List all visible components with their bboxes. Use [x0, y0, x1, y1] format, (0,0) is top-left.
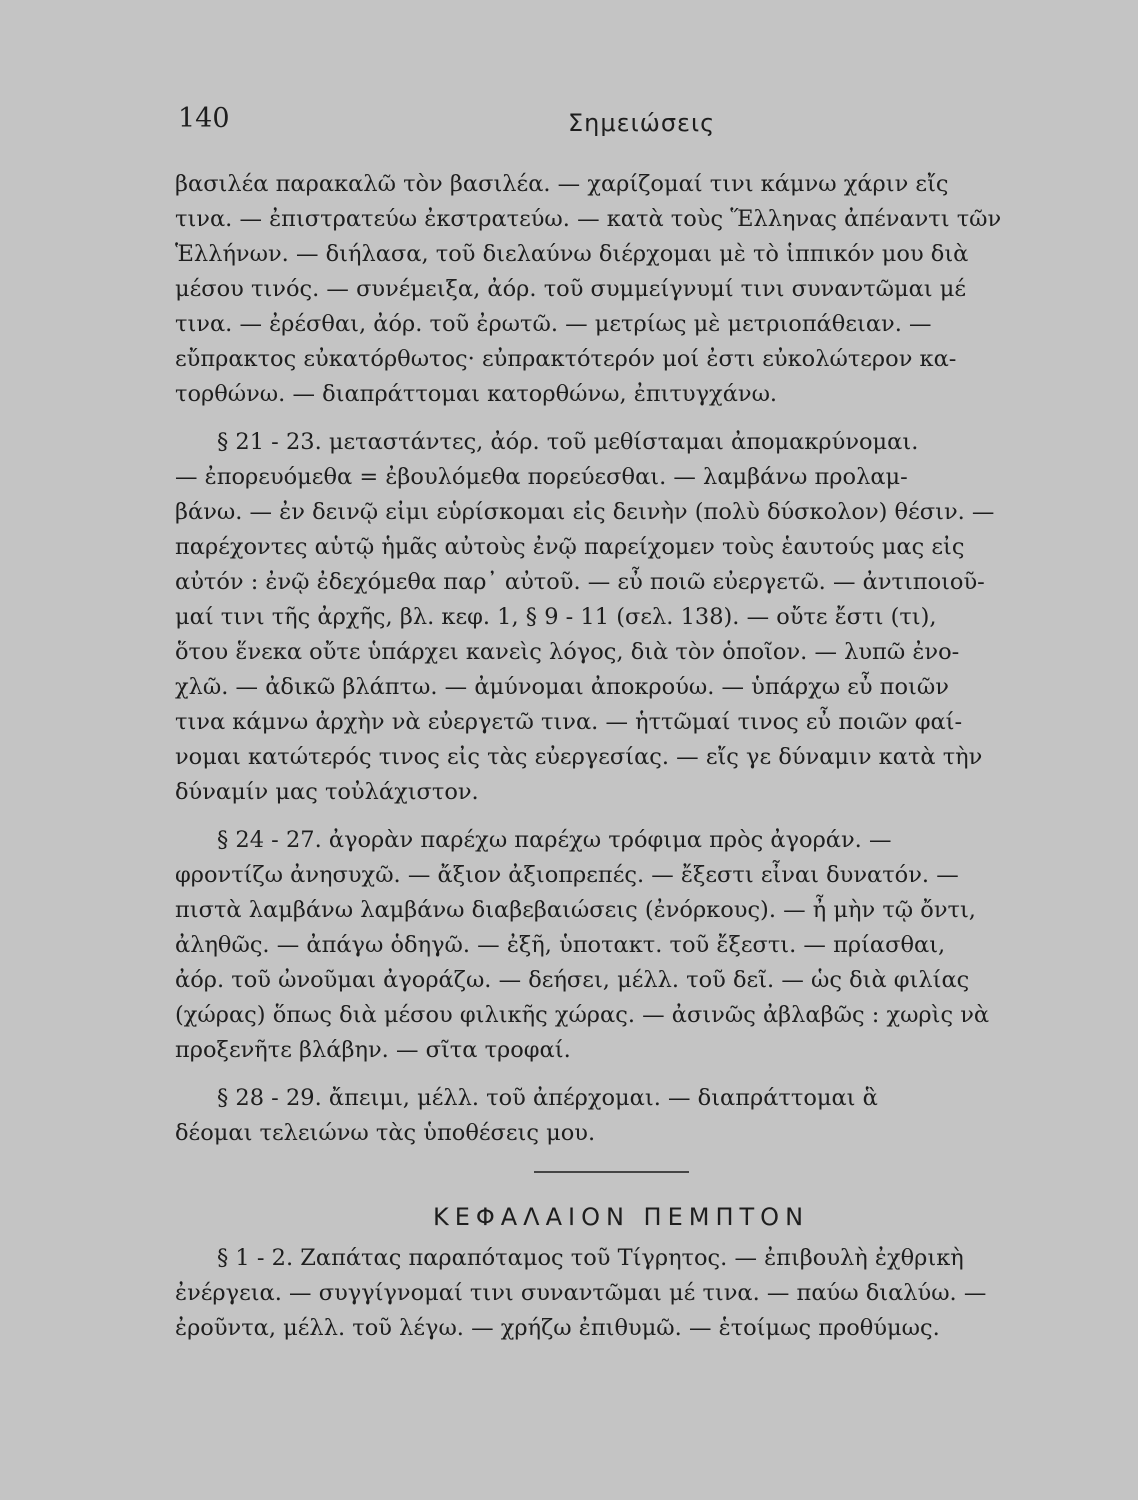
text-line: νομαι κατώτερός τινος εἰς τὰς εὐεργεσίας. — εἴς γε δύναμιν κατὰ τὴν — [175, 744, 983, 770]
text-line: εὔπρακτος εὐκατόρθωτος· εὐπρακτότερόν μοί ἐστι εὐκολώτερον κα- — [175, 346, 957, 372]
text-line: μέσου τινός. — συνέμειξα, ἀόρ. τοῦ συμμείγνυμί τινι συναντῶμαι μέ — [175, 276, 967, 302]
text-line: ἀόρ. τοῦ ὠνοῦμαι ἀγοράζω. — δεήσει, μέλλ. τοῦ δεῖ. — ὡς διὰ φιλίας — [175, 967, 970, 993]
text-line: μαί τινι τῆς ἀρχῆς, βλ. κεφ. 1, § 9 - 11 (σελ. 138). — οὔτε ἔστι (τι), — [175, 604, 937, 630]
text-line: — ἐπορευόμεθα = ἐβουλόμεθα πορεύεσθαι. — λαμβάνω προλαμ- — [175, 464, 908, 490]
text-line: τινα. — ἐπιστρατεύω ἐκστρατεύω. — κατὰ τοὺς Ἕλληνας ἀπέναντι τῶν — [175, 206, 1002, 232]
text-line: τινα. — ἐρέσθαι, ἀόρ. τοῦ ἐρωτῶ. — μετρίως μὲ μετριοπάθειαν. — — [175, 311, 932, 337]
text-line: ἐνέργεια. — συγγίγνομαί τινι συναντῶμαι μέ τινα. — παύω διαλύω. — — [175, 1280, 987, 1306]
text-line: τορθώνω. — διαπράττομαι κατορθώνω, ἐπιτυγχάνω. — [175, 381, 778, 407]
notes-paragraph — [175, 167, 1127, 412]
section-divider — [534, 1171, 689, 1173]
text-line: αὐτόν : ἐνῷ ἐδεχόμεθα παρ᾽ αὐτοῦ. — εὖ ποιῶ εὐεργετῶ. — ἀντιποιοῦ- — [175, 569, 985, 595]
text-line: φροντίζω ἀνησυχῶ. — ἄξιον ἀξιοπρεπές. — ἔξεστι εἶναι δυνατόν. — — [175, 862, 959, 888]
text-line: § 28 - 29. ἄπειμι, μέλλ. τοῦ ἀπέρχομαι. — διαπράττομαι ἃ — [217, 1085, 878, 1111]
text-line: δύναμίν μας τοὐλάχιστον. — [175, 779, 479, 805]
text-line: ὅτου ἕνεκα οὔτε ὑπάρχει κανεὶς λόγος, διὰ τὸν ὁποῖον. — λυπῶ ἐνο- — [175, 639, 960, 665]
text-line: πιστὰ λαμβάνω λαμβάνω διαβεβαιώσεις (ἐνόρκους). — ἦ μὴν τῷ ὄντι, — [175, 897, 976, 923]
notes-paragraph-section-24-27 — [175, 823, 1127, 1068]
text-line: ἀληθῶς. — ἀπάγω ὁδηγῶ. — ἐξῆ, ὑποτακτ. τοῦ ἔξεστι. — πρίασθαι, — [175, 932, 946, 958]
text-line: δέομαι τελειώνω τὰς ὑποθέσεις μου. — [175, 1120, 596, 1146]
text-line: παρέχοντες αὑτῷ ἡμᾶς αὐτοὺς ἐνῷ παρείχομεν τοὺς ἑαυτούς μας εἰς — [175, 534, 965, 560]
text-line: βασιλέα παρακαλῶ τὸν βασιλέα. — χαρίζομαί τινι κάμνω χάριν εἴς — [175, 171, 949, 197]
page-number: 140 — [178, 103, 230, 134]
text-line: ἐροῦντα, μέλλ. τοῦ λέγω. — χρήζω ἐπιθυμῶ. — ἑτοίμως προθύμως. — [175, 1315, 940, 1341]
text-line: βάνω. — ἐν δεινῷ εἰμι εὑρίσκομαι εἰς δεινὴν (πολὺ δύσκολον) θέσιν. — — [175, 499, 995, 525]
running-title: Σημειώσεις — [568, 109, 716, 137]
text-line: χλῶ. — ἀδικῶ βλάπτω. — ἀμύνομαι ἀποκρούω. — ὑπάρχω εὖ ποιῶν — [175, 674, 949, 700]
notes-paragraph-section-28-29 — [175, 1081, 1127, 1151]
text-line: § 1 - 2. Ζαπάτας παραπόταμος τοῦ Τίγρητος. — ἐπιβουλὴ ἐχθρικὴ — [217, 1245, 964, 1271]
notes-paragraph-section-21-23 — [175, 425, 1127, 810]
chapter-title: ΚΕΦΑΛΑΙΟΝ ΠΕΜΠΤΟΝ — [432, 1203, 810, 1231]
chapter-paragraph — [175, 1241, 1127, 1346]
page-header — [178, 103, 1108, 143]
text-line: προξενῆτε βλάβην. — σῖτα τροφαί. — [175, 1037, 571, 1063]
text-line: § 21 - 23. μεταστάντες, ἀόρ. τοῦ μεθίσταμαι ἀπομακρύνομαι. — [217, 429, 919, 455]
text-line: (χώρας) ὅπως διὰ μέσου φιλικῆς χώρας. — ἀσινῶς ἀβλαβῶς : χωρὶς νὰ — [175, 1002, 990, 1028]
text-line: Ἑλλήνων. — διήλασα, τοῦ διελαύνω διέρχομαι μὲ τὸ ἱππικόν μου διὰ — [175, 241, 969, 267]
page-body — [175, 167, 1127, 1346]
text-line: § 24 - 27. ἀγορὰν παρέχω παρέχω τρόφιμα πρὸς ἀγοράν. — — [217, 827, 892, 853]
text-line: τινα κάμνω ἀρχὴν νὰ εὐεργετῶ τινα. — ἡττῶμαί τινος εὖ ποιῶν φαί- — [175, 709, 963, 735]
